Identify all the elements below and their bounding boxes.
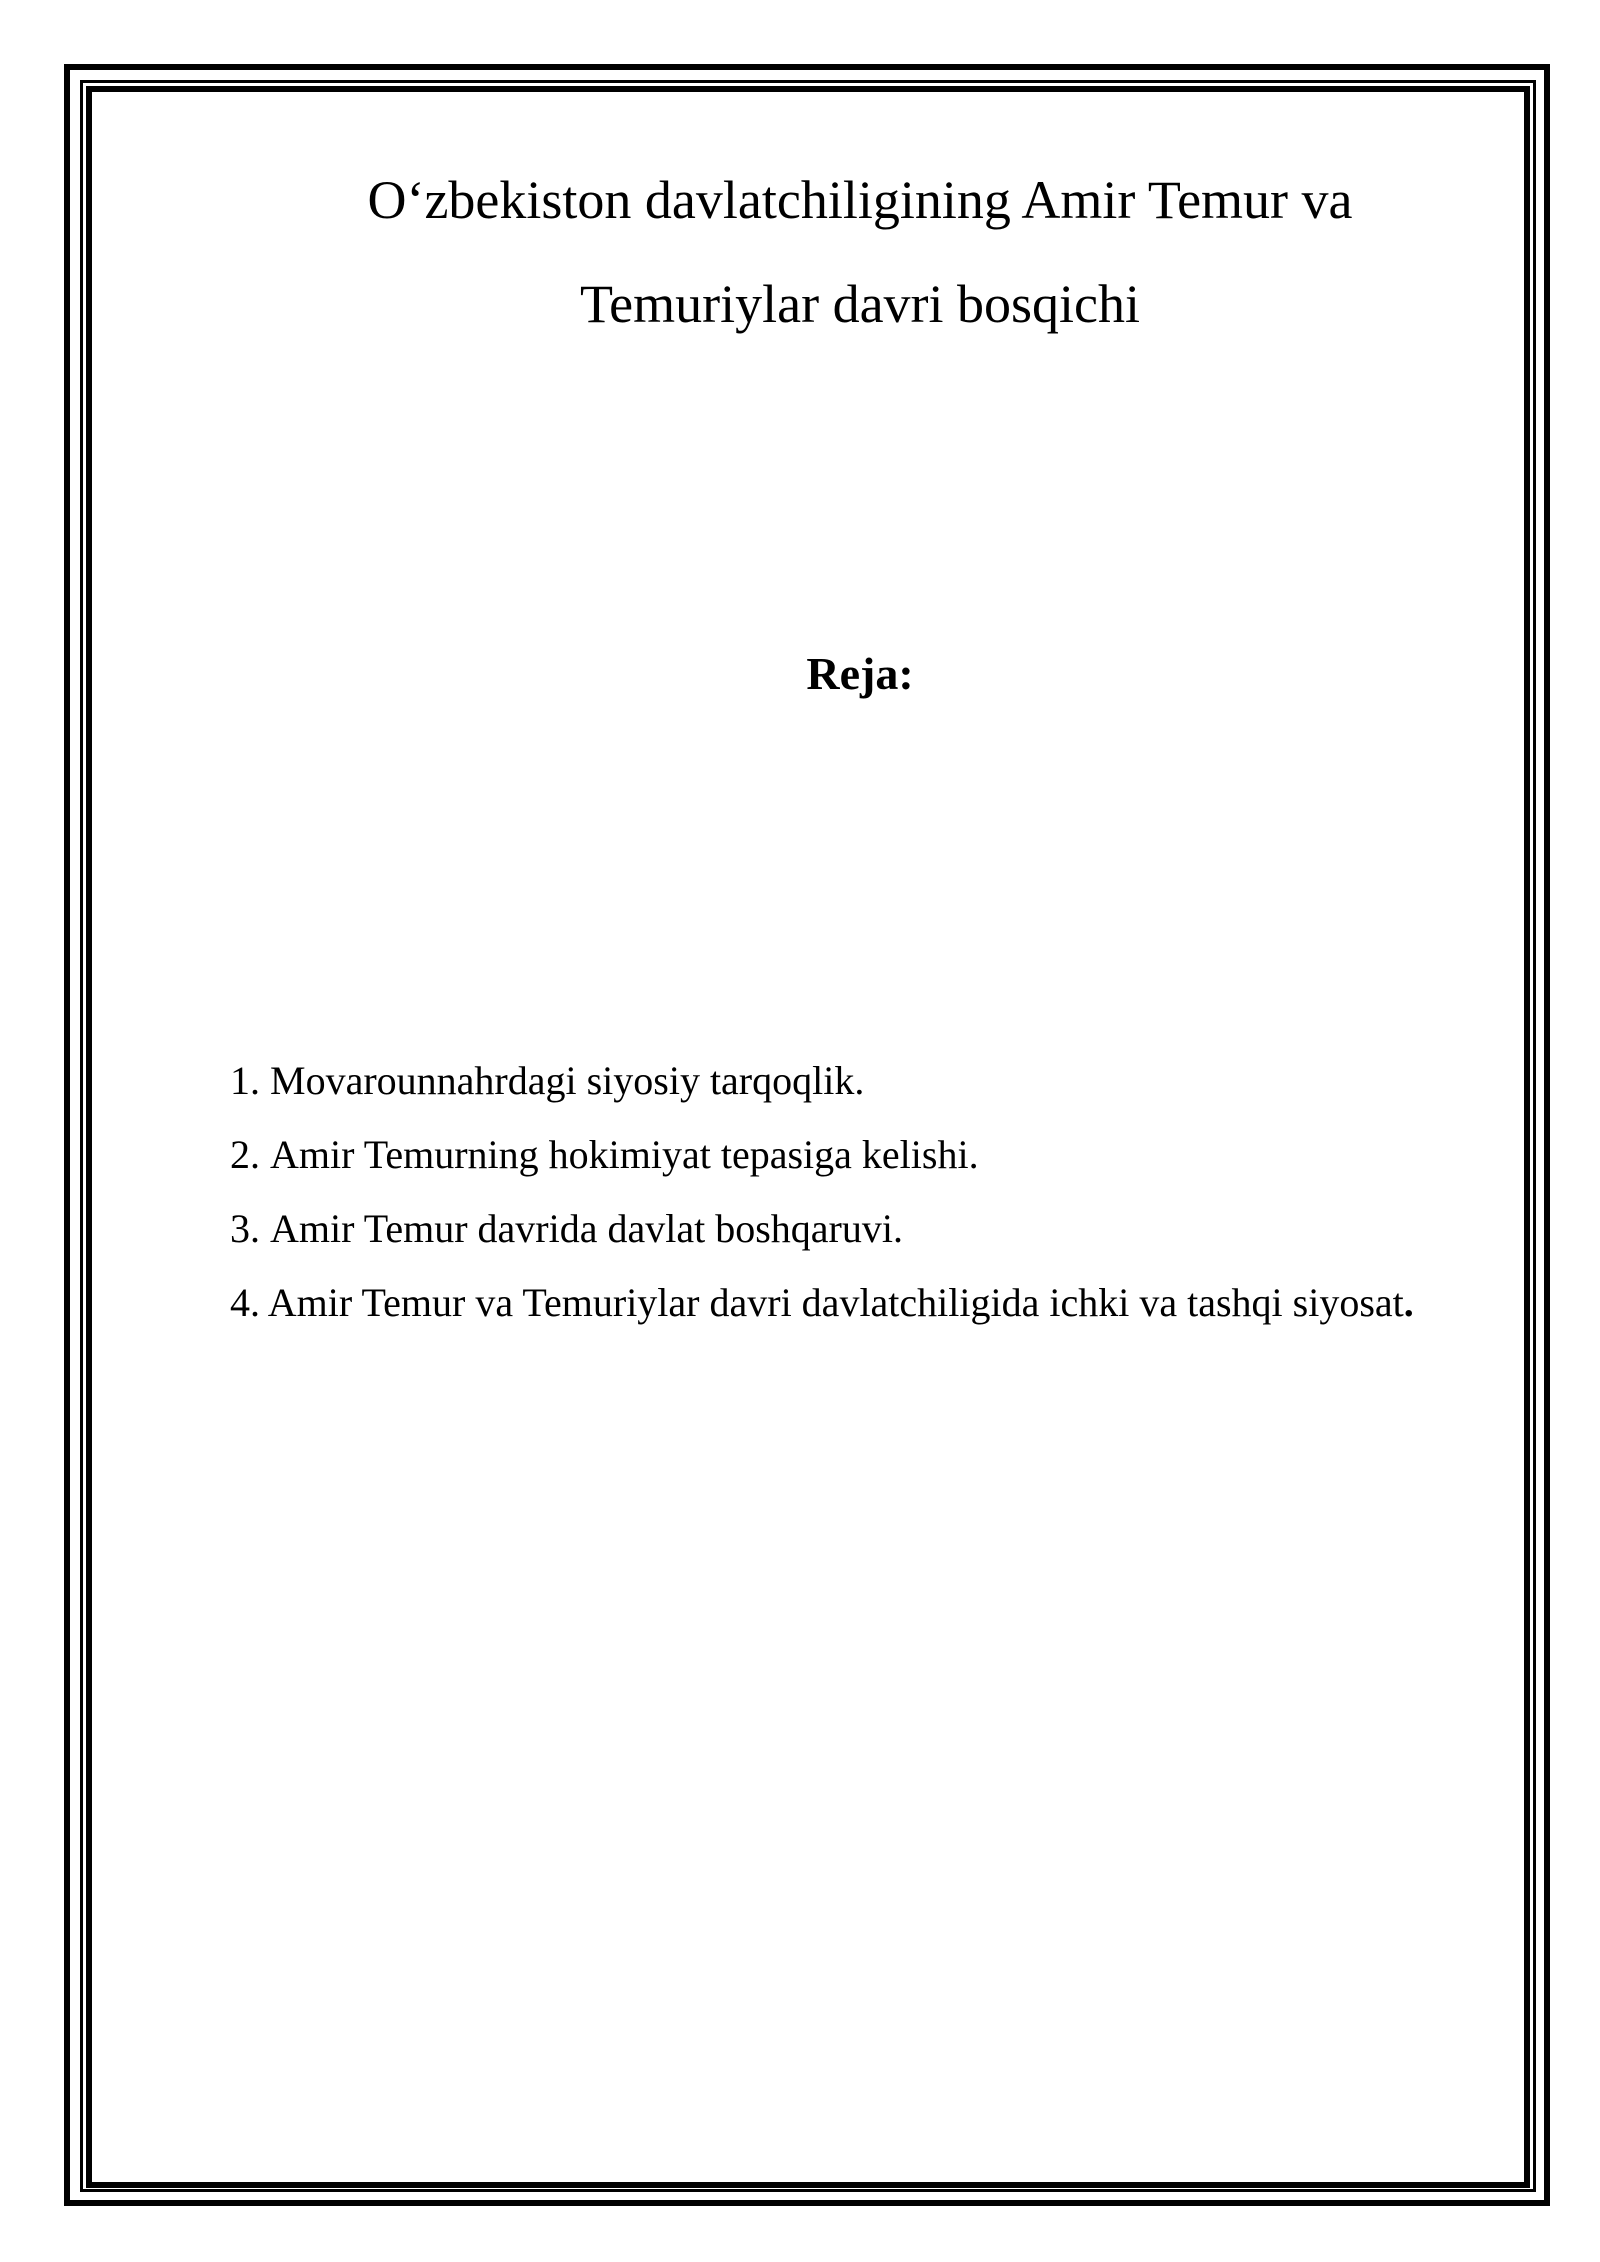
plan-item [230, 1192, 1492, 1266]
plan-item [230, 1044, 1492, 1118]
plan-list [230, 1044, 1492, 1340]
plan-item-number: 2. [230, 1132, 260, 1177]
plan-item-trailing-period: . [1403, 1280, 1414, 1325]
plan-item [230, 1118, 1492, 1192]
document-title [230, 148, 1490, 356]
plan-item-text: Amir Temurning hokimiyat tepasiga kelishi. [270, 1132, 979, 1177]
plan-item [230, 1266, 1492, 1340]
plan-heading: Reja: [806, 648, 914, 699]
plan-item-number: 4. [230, 1280, 260, 1325]
title-line-2: Temuriylar davri bosqichi [579, 274, 1141, 334]
plan-item-text: Amir Temur davrida davlat boshqaruvi. [270, 1206, 903, 1251]
plan-item-number: 3. [230, 1206, 260, 1251]
plan-item-number: 1. [230, 1058, 260, 1103]
title-line-1: O‘zbekiston davlatchiligining Amir Temur va [367, 170, 1353, 230]
plan-item-text: Movarounnahrdagi siyosiy tarqoqlik. [270, 1058, 865, 1103]
plan-item-text: Amir Temur va Temuriylar davri davlatchiligida ichki va tashqi siyosat [267, 1280, 1404, 1325]
